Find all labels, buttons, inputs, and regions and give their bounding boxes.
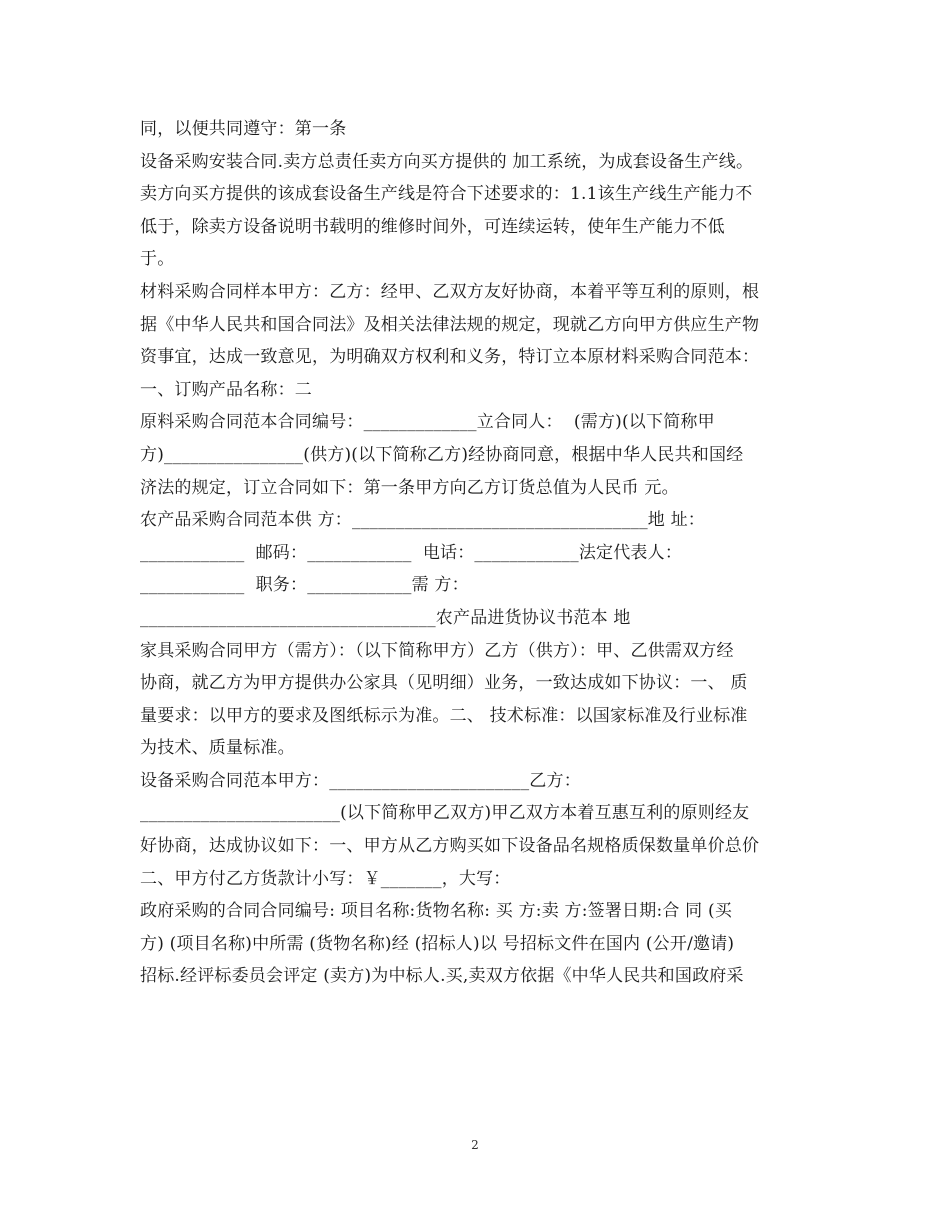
text-line: 设备采购安装合同.卖方总责任卖方向买方提供的 加工系统，为成套设备生产线。: [140, 151, 754, 172]
text-line: 协商，就乙方为甲方提供办公家具（见明细）业务，一致达成如下协议：一、 质: [140, 673, 748, 694]
text-line: 量要求：以甲方的要求及图纸标示为准。二、 技术标准：以国家标准及行业标准: [140, 705, 748, 726]
text-line: 济法的规定，订立合同如下：第一条甲方向乙方订货总值为人民币 元。: [140, 477, 679, 498]
text-line: 低于，除卖方设备说明书载明的维修时间外，可连续运转，使年生产能力不低: [140, 216, 725, 237]
text-line: 资事宜，达成一致意见，为明确双方权利和义务，特订立本原材料采购合同范本：: [140, 347, 760, 368]
text-line: 据《中华人民共和国合同法》及相关法律法规的规定，现就乙方向甲方供应生产物: [140, 314, 760, 335]
text-line: ____________ 职务：____________需 方：: [140, 575, 469, 596]
text-line: 招标.经评标委员会评定 (卖方)为中标人.买,卖双方依据《中华人民共和国政府采: [140, 966, 744, 987]
text-line: 一、订购产品名称：二: [140, 379, 312, 400]
page-number: 2: [471, 1138, 479, 1152]
text-line: 设备采购合同范本甲方：_______________________乙方：: [140, 770, 581, 791]
text-line: 为技术、质量标准。: [140, 738, 295, 759]
text-line: __________________________________农产品进货协议书范本 地: [140, 607, 631, 628]
text-line: 家具采购合同甲方（需方）：（以下简称甲方）乙方（供方）：甲、乙供需双方经: [140, 640, 734, 661]
text-line: 于。: [140, 249, 175, 270]
text-line: ____________ 邮码：____________ 电话：____________法定代表人：: [140, 542, 683, 563]
text-line: 卖方向买方提供的该成套设备生产线是符合下述要求的：1.1该生产线生产能力不: [140, 184, 753, 205]
text-line: 材料采购合同样本甲方：乙方：经甲、乙双方友好协商，本着平等互利的原则，根: [140, 281, 760, 302]
text-line: 政府采购的合同合同编号: 项目名称:货物名称: 买 方:卖 方:签署日期:合 同 (买: [140, 901, 733, 922]
text-line: 方)________________(供方)(以下简称乙方)经协商同意，根据中华人民共和国经: [140, 444, 744, 465]
text-line: 好协商，达成协议如下：一、甲方从乙方购买如下设备品名规格质保数量单价总价: [140, 836, 760, 857]
text-line: 农产品采购合同范本供 方：__________________________________地 址：: [140, 510, 706, 531]
text-line: 二、甲方付乙方货款计小写：￥_______，大写：: [140, 868, 511, 889]
text-line: _______________________(以下简称甲乙双方)甲乙双方本着互惠互利的原则经友: [140, 803, 750, 824]
text-line: 同，以便共同遵守：第一条: [140, 119, 347, 139]
document-body: [140, 113, 820, 993]
text-line: 原料采购合同范本合同编号：_____________立合同人： (需方)(以下简称甲: [140, 412, 715, 433]
text-line: 方) (项目名称)中所需 (货物名称)经 (招标人)以 号招标文件在国内 (公开/邀请): [140, 933, 735, 954]
